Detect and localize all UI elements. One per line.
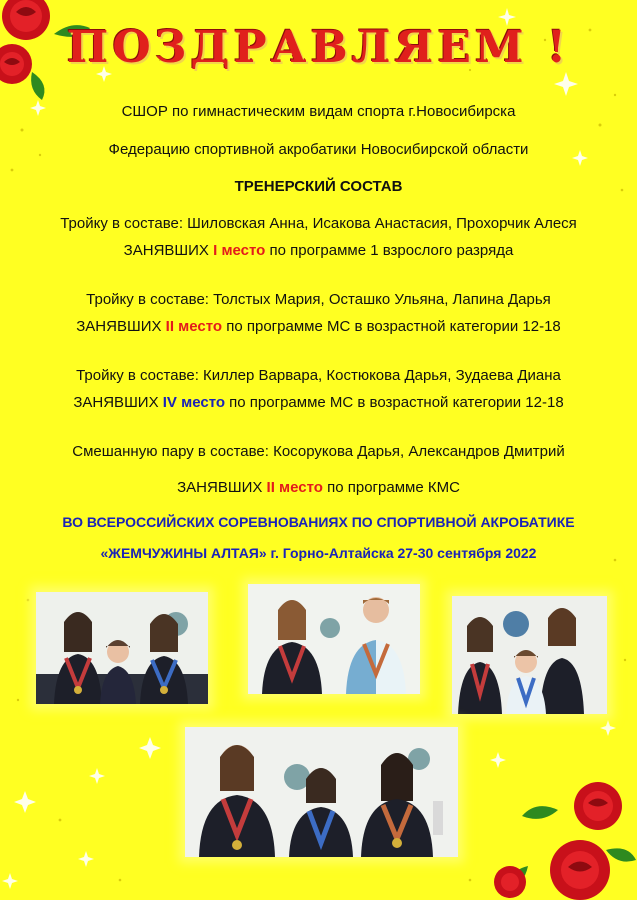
photo-mixed-pair [248, 584, 420, 694]
sparkle-icon [490, 752, 506, 768]
place-badge: II место [266, 479, 323, 496]
place-badge: IV место [162, 394, 225, 411]
coaching-staff-heading: ТРЕНЕРСКИЙ СОСТАВ [234, 178, 403, 195]
result-prefix: ЗАНЯВШИХ [123, 242, 214, 259]
group-1-members: Тройку в составе: Шиловская Анна, Исакова Анастасия, Прохорчик Алеся [60, 215, 577, 232]
group-2-result [0, 318, 637, 335]
group-1-result [0, 242, 637, 259]
result-suffix: по программе МС в возрастной категории 12-18 [222, 318, 561, 335]
org-line-1: СШОР по гимнастическим видам спорта г.Новосибирска [121, 103, 516, 120]
group-4-members: Смешанную пару в составе: Косорукова Дарья, Александров Дмитрий [72, 443, 565, 460]
place-badge: II место [165, 318, 223, 335]
event-line-2: «ЖЕМЧУЖИНЫ АЛТАЯ» г. Горно-Алтайска 27-30 сентября 2022 [100, 545, 537, 561]
photo-trio-2 [452, 596, 607, 714]
group-3-members: Тройку в составе: Киллер Варвара, Костюкова Дарья, Зудаева Диана [76, 367, 561, 384]
sparkle-icon [139, 737, 161, 759]
sparkle-icon [14, 791, 36, 813]
result-prefix: ЗАНЯВШИХ [73, 394, 163, 411]
sparkle-icon [600, 720, 616, 736]
page-title: ПОЗДРАВЛЯЕМ ! [66, 22, 571, 73]
sparkle-icon [554, 72, 578, 96]
sparkle-icon [89, 768, 105, 784]
photo-trio-3 [185, 727, 458, 857]
result-prefix: ЗАНЯВШИХ [76, 318, 166, 335]
result-suffix: по программе КМС [322, 479, 460, 496]
group-4-result [0, 479, 637, 496]
rose-icon [488, 770, 637, 900]
sparkle-icon [78, 851, 94, 867]
org-line-2: Федерацию спортивной акробатики Новосибирской области [108, 141, 529, 158]
photo-trio-1 [36, 592, 208, 704]
result-suffix: по программе 1 взрослого разряда [265, 242, 514, 259]
event-line-1: ВО ВСЕРОССИЙСКИХ СОРЕВНОВАНИЯХ ПО СПОРТИВНОЙ АКРОБАТИКЕ [62, 514, 575, 530]
group-2-members: Тройку в составе: Толстых Мария, Осташко Ульяна, Лапина Дарья [86, 291, 551, 308]
group-3-result [0, 394, 637, 411]
place-badge: I место [213, 242, 266, 259]
result-suffix: по программе МС в возрастной категории 12-18 [225, 394, 564, 411]
sparkle-icon [2, 873, 18, 889]
result-prefix: ЗАНЯВШИХ [177, 479, 267, 496]
